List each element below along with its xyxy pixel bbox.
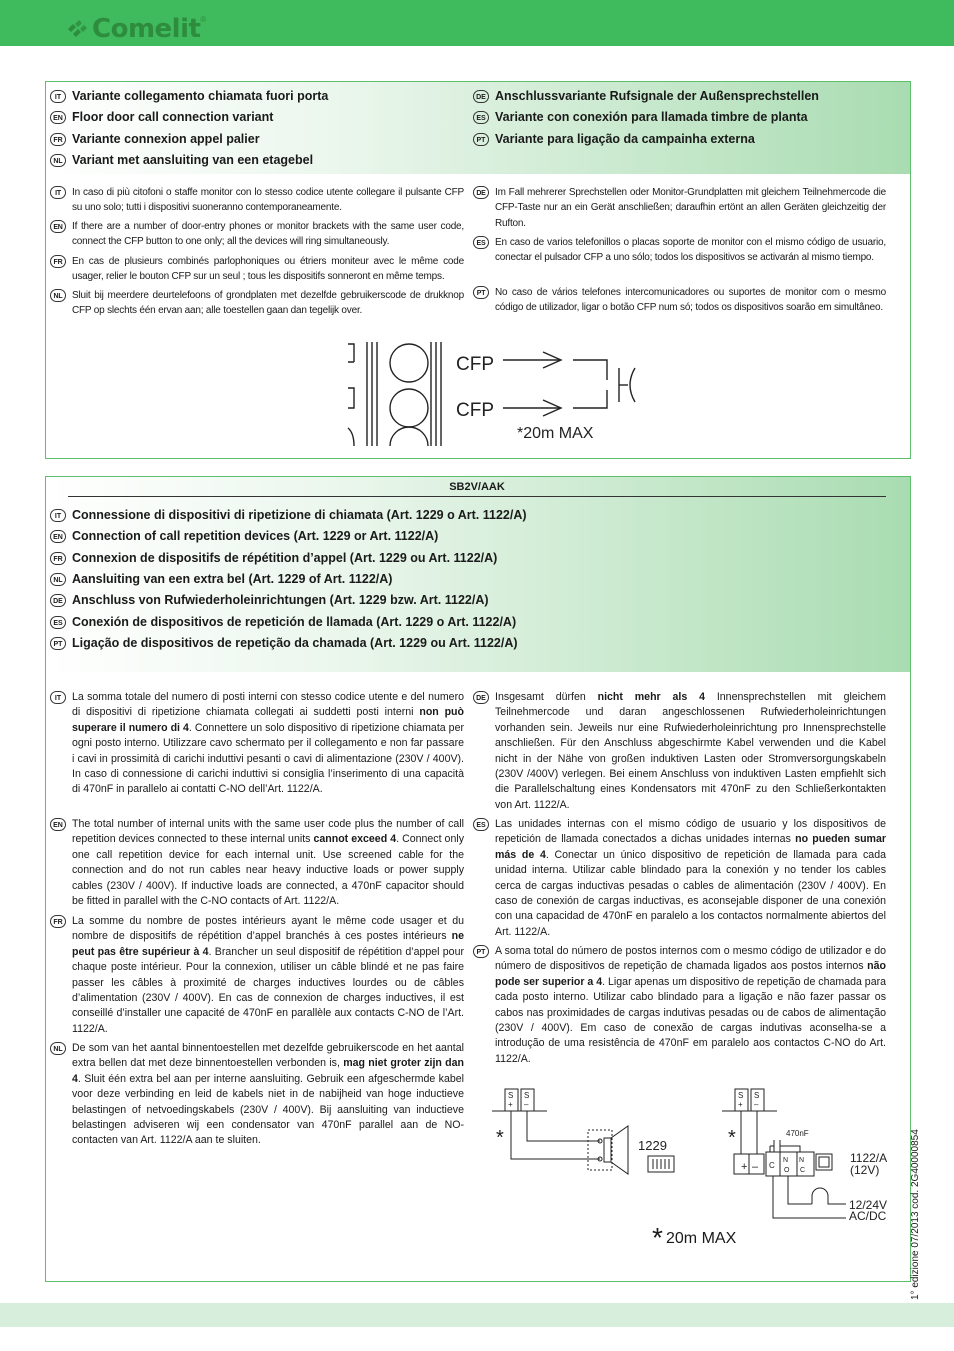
asterisk-mark: * bbox=[496, 1127, 504, 1149]
asterisk-mark: * bbox=[728, 1127, 736, 1149]
nc-terminal-n: N bbox=[799, 1157, 805, 1164]
paragraph-part: . Ligar apenas um dispositivo de repetição de chamada para cada posto interno. Utilizar cabo blindado para a ligação e não fazer passar os cabos nas proximidades de cargas indutivas pesadas ou de cabos de alimentação (230V / 400V). Em caso de conexão de cargas indutivas aconselha-se a introdução de uma resistência de 470nF em paralelo aos contactos C-NO do Art. 1122/A. bbox=[495, 975, 887, 1065]
language-badge: DE bbox=[50, 594, 66, 607]
paragraph-part: . Connect only one call repetition device for each internal unit. Use screened cable for the connection and do not run cables near heavy inductive loads or power supply cables (230V / 400V). If inductive loads are connected, a 470nF capacitor should be fitted in parallel with the C-NO contacts of Art. 1122/A. bbox=[72, 833, 464, 908]
paragraph bbox=[473, 944, 886, 1067]
paragraph-text: Im Fall mehrerer Sprechstellen oder Monitor-Grundplatten mit gleichem Teilnehmercode die CFP-Taste nur an ein Gerät anschließen; daraufhin ertönt an allen Geräten gleichzeitig der Rufton. bbox=[495, 187, 886, 229]
paragraph bbox=[473, 817, 886, 940]
language-badge: NL bbox=[50, 1042, 66, 1055]
language-badge: DE bbox=[473, 691, 489, 704]
paragraph bbox=[50, 1041, 464, 1149]
paragraph-text: En cas de plusieurs combinés parlophoniques ou étriers moniteur avec le même code usager, relier le bouton CFP sur un seul ; tous les dispositifs sonneront en même temps. bbox=[72, 256, 464, 283]
heading-text: Connessione di dispositivi di ripetizione di chiamata (Art. 1229 o Art. 1122/A) bbox=[72, 508, 527, 522]
paragraph bbox=[50, 817, 464, 909]
language-badge: IT bbox=[50, 90, 66, 103]
paragraph-emphasis: non può superare il numero di 4 bbox=[72, 706, 464, 734]
paragraph-part: The total number of internal units with the same user code plus the number of call repetition devices connected to these internal units bbox=[72, 818, 464, 846]
paragraph-text bbox=[495, 944, 886, 1067]
paragraph-emphasis: ne peut pas être supérieur à 4 bbox=[72, 930, 464, 958]
minus-sign: – bbox=[524, 1100, 529, 1109]
language-badge: EN bbox=[50, 530, 66, 543]
no-terminal-n: N bbox=[783, 1157, 789, 1164]
paragraph bbox=[50, 914, 464, 1037]
paragraph-emphasis: nicht mehr als 4 bbox=[597, 691, 705, 703]
supply-type: AC/DC bbox=[849, 1209, 887, 1223]
heading-text: Anschlussvariante Rufsignale der Außensprechstellen bbox=[495, 89, 819, 103]
art-1122a-label: 1122/A bbox=[850, 1151, 888, 1165]
paragraph-emphasis: não pode ser superior a 4 bbox=[495, 960, 886, 988]
paragraph-text bbox=[72, 1041, 464, 1149]
language-badge: ES bbox=[473, 818, 489, 831]
paragraph-part: La somme du nombre de postes intérieurs ayant le même code usager et du nombre de dispositifs de répétition d’appel branchés à ces postes intérieurs bbox=[72, 915, 464, 943]
supply-voltage: 12/24V bbox=[849, 1198, 888, 1212]
heading-text: Aansluiting van een extra bel (Art. 1229 of Art. 1122/A) bbox=[72, 571, 393, 586]
language-badge: EN bbox=[50, 111, 66, 124]
language-badge: NL bbox=[50, 289, 66, 302]
heading-text: Variante para ligação da campainha externa bbox=[495, 131, 755, 146]
plus-sign: + bbox=[508, 1100, 513, 1109]
paragraph-text bbox=[495, 690, 886, 813]
comelit-logo-icon bbox=[66, 18, 88, 40]
paragraph-emphasis: cannot exceed 4 bbox=[313, 833, 397, 846]
paragraph-part: . Connettere un solo dispositivo di ripetizione chiamata per ogni posto interno. Utilizzare cavo schermato per il collegamento e non far passare i cavi in prossimità di carichi induttivi pesanti o cavi di alimentazione (230V / 400V). In caso di connessione di carichi induttivi si consiglia l’inserimento di una capacità di 470nF in parallelo ai contatti C-NO dell’Art. 1122/A. bbox=[72, 721, 464, 796]
paragraph-text: En caso de varios telefonillos o placas soporte de monitor con el mismo código de usuario, conectar el pulsador CFP a uno sólo; todos los dispositivos se activarán al mismo tiempo. bbox=[495, 237, 886, 264]
paragraph-emphasis: mag niet groter zijn dan 4 bbox=[72, 1057, 464, 1085]
language-badge: PT bbox=[473, 286, 489, 299]
paragraph-text: If there are a number of door-entry phones or monitor brackets with the same user code, connect the CFP button to one only; all the devices will ring simultaneously. bbox=[72, 221, 464, 248]
heading-text: Variante connexion appel palier bbox=[72, 131, 260, 146]
language-badge: NL bbox=[50, 154, 66, 167]
brand-name: Comelit bbox=[92, 14, 201, 44]
no-terminal-o: O bbox=[784, 1167, 790, 1174]
paragraph-part: . Conectar un único dispositivo de repetición de llamada para cada unidad interna. Utilizar cable blindado para la conexión y no tender los cables cerca de cargas inductivas pesadas o cables de alimentación (230V / 400V). En caso de conexión de cargas inductivas, es aconsejable disponer de una conexión con una capacidad de 470nF en paralelo a los contactos normalmente abiertos del Art. 1122/A. bbox=[495, 848, 886, 938]
edition-code: 1° edizione 07/2013 cod. 2G40000854 bbox=[910, 1129, 921, 1300]
paragraph-text bbox=[495, 817, 886, 940]
art1229-wiring-diagram bbox=[490, 1086, 690, 1181]
language-badge: FR bbox=[50, 133, 66, 146]
heading-text: Connexion de dispositifs de répétition d’appel (Art. 1229 ou Art. 1122/A) bbox=[72, 550, 498, 565]
paragraph-part: A soma total do número de postos internos com o mesmo código de utilizador e do número de dispositivos de repetição de chamada ligados aos postos internos bbox=[495, 945, 886, 973]
heading-text: Variant met aansluiting van een etagebel bbox=[72, 152, 314, 167]
language-badge: EN bbox=[50, 818, 66, 831]
paragraph-part: De som van het aantal binnentoestellen met dezelfde gebruikerscode en het aantal extra bellen dat met deze binnentoestellen verbonden is, bbox=[72, 1042, 464, 1070]
paragraph-text: In caso di più citofoni o staffe monitor con lo stesso codice utente collegare il pulsante CFP su uno solo; tutti i dispositivi suoneranno contemporaneamente. bbox=[72, 187, 464, 214]
paragraph bbox=[473, 285, 886, 316]
paragraph bbox=[473, 235, 886, 266]
registered-mark: ® bbox=[200, 14, 207, 24]
heading-text: Anschluss von Rufwiederholeinrichtungen (Art. 1229 bzw. Art. 1122/A) bbox=[72, 593, 489, 608]
paragraph bbox=[473, 185, 886, 231]
language-badge: PT bbox=[50, 637, 66, 650]
paragraph bbox=[473, 690, 886, 813]
language-badge: FR bbox=[50, 552, 66, 565]
max-distance-label: 20m MAX bbox=[666, 1230, 737, 1247]
s-terminal-1: S bbox=[508, 1091, 514, 1100]
footer-bar bbox=[0, 1303, 954, 1327]
heading-text: Ligação de dispositivos de repetição da chamada (Art. 1229 ou Art. 1122/A) bbox=[72, 635, 518, 650]
language-badge: ES bbox=[473, 111, 489, 124]
language-badge: NL bbox=[50, 573, 66, 586]
paragraph bbox=[50, 690, 464, 798]
language-badge: FR bbox=[50, 915, 66, 928]
heading-text: Floor door call connection variant bbox=[72, 110, 274, 125]
heading-text: Variante con conexión para llamada timbre de planta bbox=[495, 110, 808, 125]
plus-terminal: + bbox=[741, 1161, 748, 1173]
paragraph-text bbox=[72, 817, 464, 909]
paragraph bbox=[50, 185, 464, 216]
paragraph bbox=[50, 288, 464, 319]
max-asterisk: * bbox=[652, 1222, 663, 1253]
paragraph-text bbox=[72, 690, 464, 798]
art1122a-wiring-diagram bbox=[718, 1086, 908, 1226]
language-badge: EN bbox=[50, 220, 66, 233]
art-1229-label: 1229 bbox=[638, 1138, 667, 1153]
language-badge: PT bbox=[473, 945, 489, 958]
language-badge: ES bbox=[50, 616, 66, 629]
cfp-label-1: CFP bbox=[456, 354, 494, 375]
c-terminal: C bbox=[769, 1161, 775, 1170]
paragraph-emphasis: no pueden sumar más de 4 bbox=[495, 833, 886, 861]
minus-sign: – bbox=[754, 1100, 759, 1109]
language-badge: ES bbox=[473, 236, 489, 249]
minus-terminal: – bbox=[752, 1161, 759, 1173]
language-badge: DE bbox=[473, 90, 489, 103]
nc-terminal-c: C bbox=[800, 1167, 806, 1174]
paragraph bbox=[50, 219, 464, 250]
paragraph-part: La somma totale del numero di posti interni con stesso codice utente e del numero di dispositivi di ripetizione chiamata collegati ai suddetti posti interni bbox=[72, 691, 464, 719]
paragraph-part: Las unidades internas con el mismo código de usuario y los dispositivos de repetición de llamada conectados a dichas unidades internas bbox=[495, 818, 886, 846]
art-1122a-voltage: (12V) bbox=[850, 1163, 880, 1177]
cfp-wiring-diagram bbox=[345, 338, 645, 448]
s-terminal-2: S bbox=[524, 1091, 530, 1100]
language-badge: IT bbox=[50, 509, 66, 522]
heading-text: Connection of call repetition devices (Art. 1229 or Art. 1122/A) bbox=[72, 529, 439, 544]
comelit-logo bbox=[66, 14, 206, 44]
language-badge: FR bbox=[50, 255, 66, 268]
paragraph-part: . Sluit één extra bel aan per interne aansluiting. Gebruik een afgeschermde kabel voor deze verbinding en leid de kabels niet in de nabijheid van hoge inductieve belastingen of netvoedingskabels (230V / 400V). Bij aansluiting van inductieve belastingen adviseren wij een condensator van 470nF parallel aan de NO-contacten van Art. 1122/A aan te sluiten. bbox=[72, 1072, 464, 1147]
capacitor-label: 470nF bbox=[786, 1129, 809, 1138]
language-badge: DE bbox=[473, 186, 489, 199]
cfp-label-2: CFP bbox=[456, 400, 494, 421]
model-title: SB2V/AAK bbox=[68, 481, 886, 497]
paragraph-part: . Brancher un seul dispositif de répétition d’appel pour chaque poste intérieur. Pour la connexion, utiliser un câble blindé et ne pas faire passer les câbles à proximité de charges inductives lourdes ou de câbles d’alimentation (230V / 400V). En cas de connexion de charges inductives, il est conseillé d’installer une capacité de 470nF en parallèle aux contacts C-NO de l’Art. 1122/A. bbox=[72, 945, 464, 1035]
heading-text: Conexión de dispositivos de repetición de llamada (Art. 1229 o Art. 1122/A) bbox=[72, 614, 517, 629]
max-distance-label: *20m MAX bbox=[517, 425, 594, 442]
s-terminal-2: S bbox=[754, 1091, 760, 1100]
paragraph-part: Insgesamt dürfen bbox=[495, 691, 598, 703]
paragraph-part: Innensprechstellen mit gleichem Teilnehmercode und daran angeschlossenen Rufwiederholeinrichtungen vorhanden sein. Jeweils nur eine Rufwiederholeinrichtung pro Innensprechstelle anschließen. Für den Anschluss abgeschirmte Kabel verwenden und die Kabel nicht in der Nähe von großen induktiven Lasten oder Stromversorgungskabeln (230V /400V) verlegen. Bei einem Anschluss von induktiven Lasten empfiehlt sich die Parallelschaltung eines Kondensators mit 470nF zu den Schließerkontakten von Art. 1122/A. bbox=[495, 691, 886, 811]
heading-text: Variante collegamento chiamata fuori porta bbox=[72, 89, 329, 103]
language-badge: PT bbox=[473, 133, 489, 146]
paragraph-text bbox=[72, 914, 464, 1037]
paragraph-text: Sluit bij meerdere deurtelefoons of grondplaten met dezelfde gebruikerscode de drukknop CFP op slechts één ervan aan; alle toestellen gaan dan tegelijk over. bbox=[72, 290, 464, 317]
paragraph-text: No caso de vários telefones intercomunicadores ou suportes de monitor com o mesmo código de utilizador, ligar o botão CFP num só; todos os dispositivos soarão em simultâneo. bbox=[495, 287, 886, 314]
language-badge: IT bbox=[50, 186, 66, 199]
plus-sign: + bbox=[738, 1100, 743, 1109]
paragraph bbox=[50, 254, 464, 285]
language-badge: IT bbox=[50, 691, 66, 704]
s-terminal-1: S bbox=[738, 1091, 744, 1100]
